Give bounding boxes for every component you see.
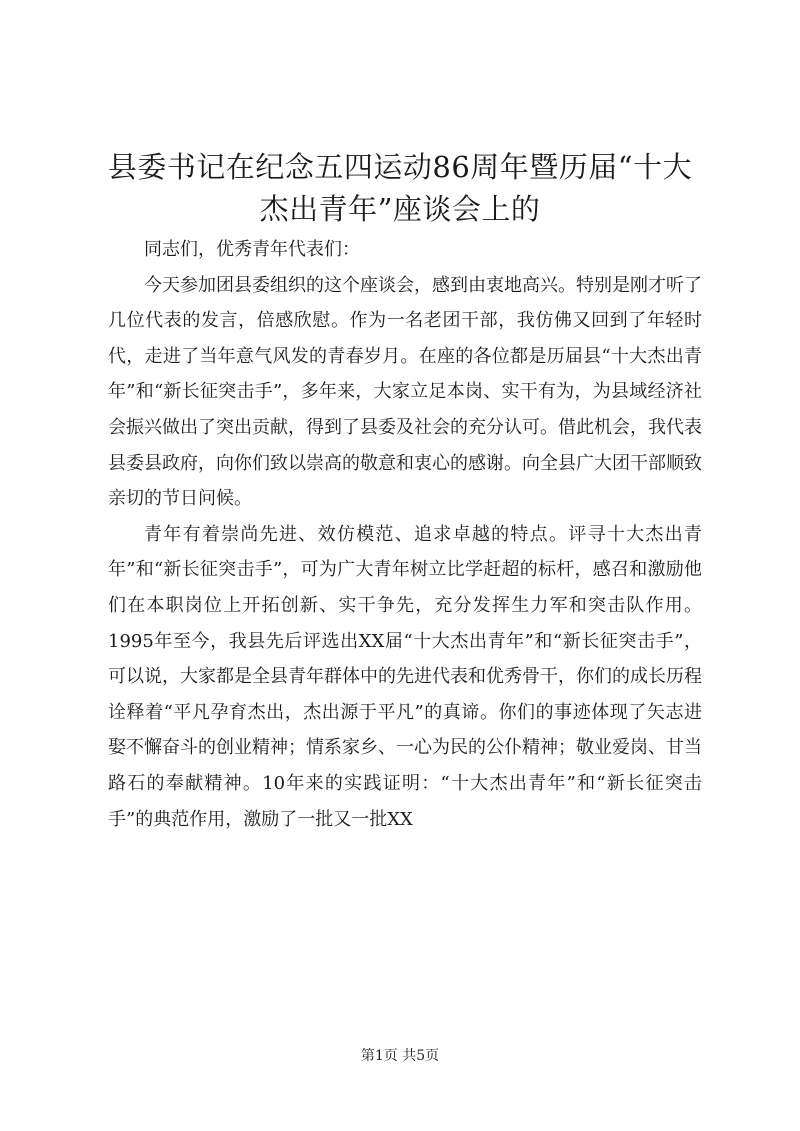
salutation: 同志们，优秀青年代表们： bbox=[144, 239, 360, 260]
page-number: 第1页 共5页 bbox=[360, 1048, 440, 1064]
document-body bbox=[108, 232, 702, 837]
document-title: 县委书记在纪念五四运动86周年暨历届“十大杰出青年”座谈会上的 bbox=[107, 150, 693, 226]
paragraph-2: 青年有着崇尚先进、效仿模范、追求卓越的特点。评寻十大杰出青年”和“新长征突击手”，可为广大青年树立比学赶超的标杆，感召和激励他们在本职岗位上开拓创新、实干争先，充分发挥生力军和突击队作用。1995年至今，我县先后评选出XX届“十大杰出青年”和“新长征突击手”，可以说，大家都是全县青年群体中的先进代表和优秀骨干，你们的成长历程诠释着“平凡孕育杰出，杰出源于平凡”的真谛。你们的事迹体现了矢志进娶不懈奋斗的创业精神；情系家乡、一心为民的公仆精神；敬业爱岗、甘当路石的奉献精神。10年来的实践证明：“十大杰出青年”和“新长征突击手”的典范作用，激励了一批又一批XX bbox=[108, 523, 702, 830]
paragraph-1: 今天参加团县委组织的这个座谈会，感到由衷地高兴。特别是刚才听了几位代表的发言，倍感欣慰。作为一名老团干部，我仿佛又回到了年轻时代，走进了当年意气风发的青春岁月。在座的各位都是历届县“十大杰出青年”和“新长征突击手”，多年来，大家立足本岗、实干有为，为县域经济社会振兴做出了突出贡献，得到了县委及社会的充分认可。借此机会，我代表县委县政府，向你们致以崇高的敬意和衷心的感谢。向全县广大团干部顺致亲切的节日问候。 bbox=[108, 274, 702, 510]
